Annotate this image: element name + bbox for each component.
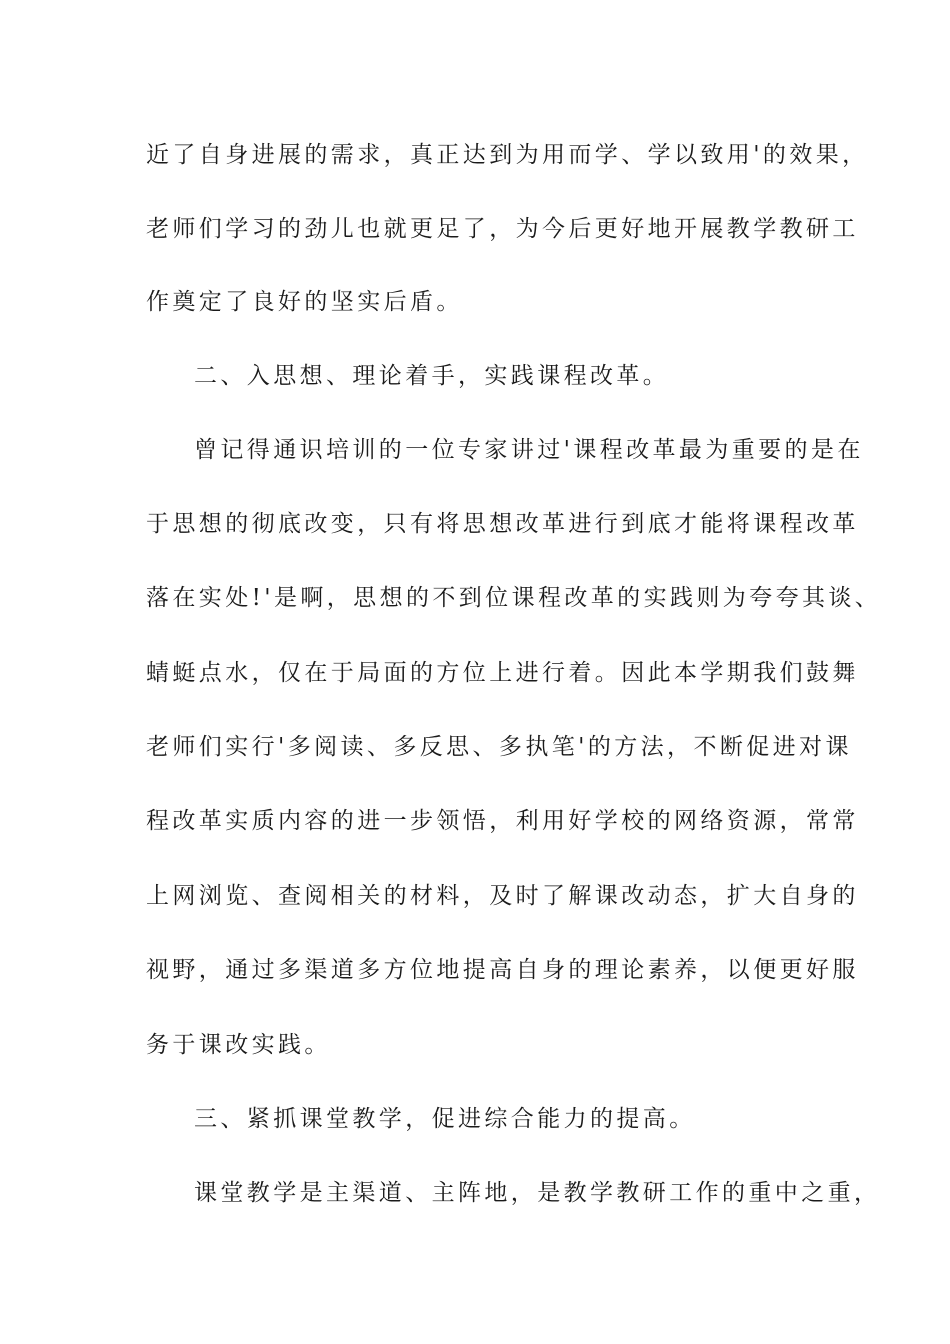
paragraph-line: 老师们实行'多阅读、多反思、多执笔'的方法，不断促进对课 — [146, 734, 852, 760]
paragraph-line: 曾记得通识培训的一位专家讲过'课程改革最为重要的是在 — [194, 437, 864, 463]
paragraph-line: 蜻蜓点水，仅在于局面的方位上进行着。因此本学期我们鼓舞 — [146, 660, 859, 686]
paragraph-line: 上网浏览、查阅相关的材料，及时了解课改动态，扩大自身的 — [146, 883, 859, 909]
paragraph-line: 落在实处!'是啊，思想的不到位课程改革的实践则为夸夸其谈、 — [146, 585, 882, 611]
paragraph-line: 课堂教学是主渠道、主阵地，是教学教研工作的重中之重， — [194, 1180, 881, 1206]
paragraph-line: 务于课改实践。 — [146, 1032, 331, 1058]
paragraph-line: 近了自身进展的需求，真正达到为用而学、学以致用'的效果， — [146, 142, 869, 168]
paragraph-line: 视野，通过多渠道多方位地提高自身的理论素养，以便更好服 — [146, 957, 859, 983]
paragraph-line: 程改革实质内容的进一步领悟，利用好学校的网络资源，常常 — [146, 808, 859, 834]
section-heading: 三、紧抓课堂教学，促进综合能力的提高。 — [194, 1106, 696, 1132]
section-heading: 二、入思想、理论着手，实践课程改革。 — [194, 363, 670, 389]
paragraph-line: 于思想的彻底改变，只有将思想改革进行到底才能将课程改革 — [146, 511, 859, 537]
paragraph-line: 作奠定了良好的坚实后盾。 — [146, 289, 463, 315]
paragraph-line: 老师们学习的劲儿也就更足了，为今后更好地开展教学教研工 — [146, 216, 859, 242]
